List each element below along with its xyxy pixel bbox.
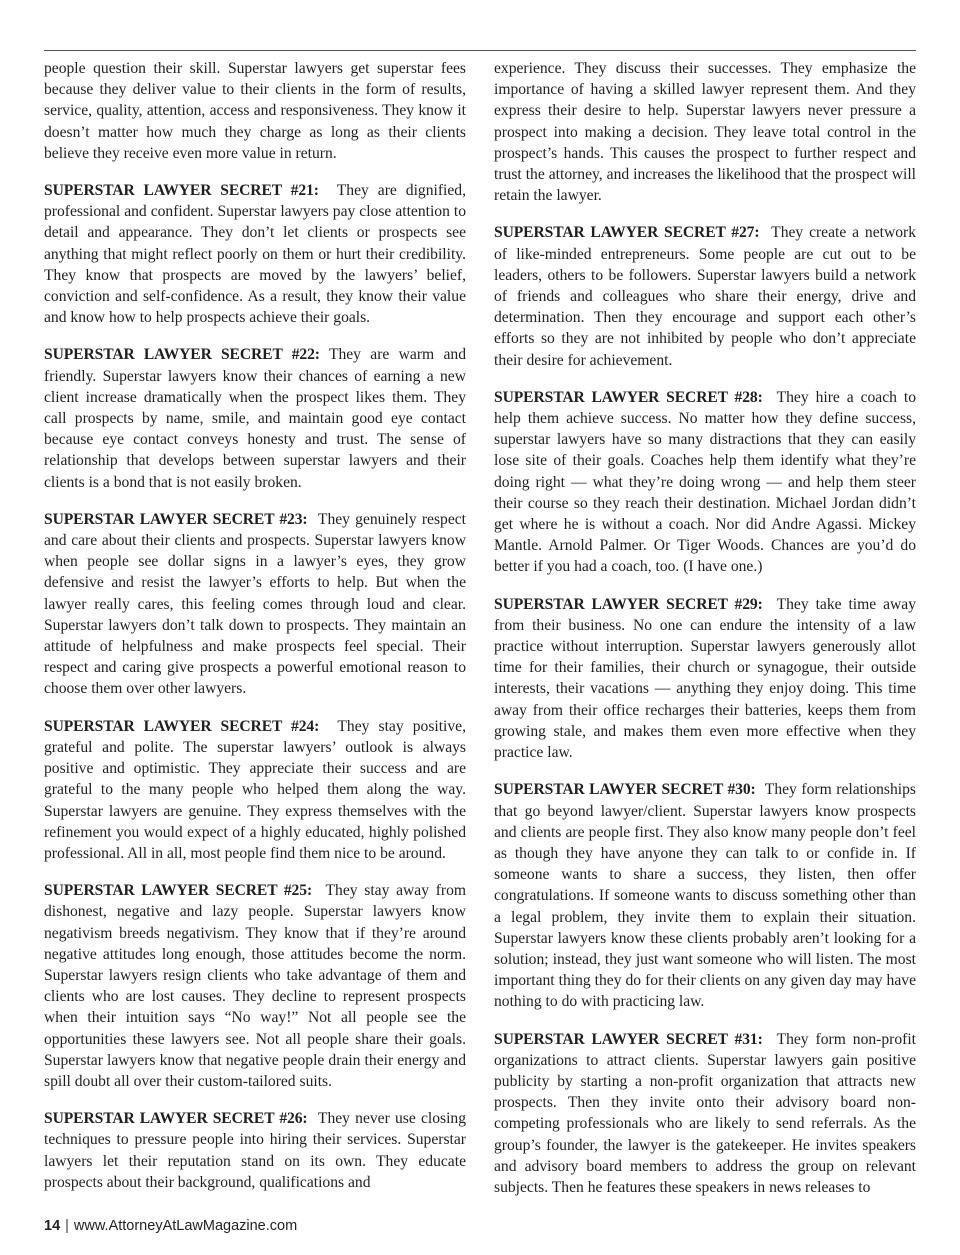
left-column [44, 58, 466, 1209]
secret-28-paragraph [494, 387, 916, 578]
secret-26-paragraph [44, 1108, 466, 1193]
secret-21-paragraph [44, 180, 466, 328]
secret-29-paragraph [494, 594, 916, 764]
secret-body: They are warm and friendly. Superstar lawyers know their chances of earning a new client increase dramatically when the prospect likes them. They call prospects by name, smile, and maintain good eye contact because eye contact conveys honesty and trust. The sense of relationship that develops between superstar lawyers and their clients is a bond that is not easily broken. [44, 346, 467, 491]
secret-30-paragraph [494, 779, 916, 1012]
secret-heading: SUPERSTAR LAWYER SECRET #23: [44, 510, 308, 528]
footer-separator: | [65, 1218, 69, 1234]
left-intro-paragraph: people question their skill. Superstar lawyers get superstar fees because they deliver value to their clients in the form of results, service, quality, attention, access and responsiveness. They know it doesn’t matter how much they charge as long as their clients believe they receive even more value in return. [44, 60, 466, 162]
secret-body: They genuinely respect and care about their clients and prospects. Superstar lawyers know when people see dollar signs in a lawyer’s eyes, they grow defensive and resist the lawyer’s efforts to help. But when the lawyer really cares, this feeling comes through loud and clear. Superstar lawyers don’t talk down to prospects. They maintain an attitude of helpfulness and make prospects feel special. Their respect and caring give prospects a powerful emotional reason to choose them over other lawyers. [44, 510, 467, 698]
secret-body: They stay away from dishonest, negative and lazy people. Superstar lawyers know negativism breeds negativism. They know that if they’re around negative attitudes long enough, those attitudes become the norm. Superstar lawyers resign clients who take advantage of them and clients who are lost causes. They decline to represent prospects when their intuition says “No way!” Not all people see the opportunities these lawyers see. Not all people share their goals. Superstar lawyers know that negative people drain their energy and spill doubt all over their custom-tailored suits. [44, 882, 467, 1090]
page-number: 14 [44, 1218, 61, 1234]
header-rule [44, 50, 916, 51]
secret-heading: SUPERSTAR LAWYER SECRET #26: [44, 1110, 308, 1128]
secret-27-paragraph [494, 222, 916, 370]
page-footer [44, 1218, 297, 1234]
secret-body: They hire a coach to help them achieve success. No matter how they define success, superstar lawyers have so many distractions that they can easily lose site of their goals. Coaches help them identify what they’re doing right — what they’re doing wrong — and help them steer their course so they reach their destination. Michael Jordan didn’t get where he is without a coach. Nor did Andre Agassi. Mickey Mantle. Arnold Palmer. Or Tiger Woods. Chances are you’d do better if you had a coach, too. (I have one.) [494, 388, 917, 576]
secret-heading: SUPERSTAR LAWYER SECRET #30: [494, 781, 756, 799]
secret-heading: SUPERSTAR LAWYER SECRET #28: [494, 388, 763, 406]
secret-body: They take time away from their business. No one can endure the intensity of a law practice without interruption. Superstar lawyers generously allot time for their families, their church or synagogue, their outside interests, their vacations — anything they enjoy doing. This time away from their office recharges their batteries, keeps them from growing stale, and makes them even more effective when they practice law. [494, 595, 917, 762]
secret-body: They form relationships that go beyond lawyer/client. Superstar lawyers know prospects and clients are people first. They also know many people don’t feel as though they have anyone they can talk to or confide in. If someone wants to share a success, they listen, then offer congratulations. If someone wants to discuss something other than a legal problem, they invite them to explain their situation. Superstar lawyers know these clients probably aren’t looking for a solution; instead, they just want someone who will listen. The most important thing they do for their clients on any given day may have nothing to do with practicing law. [494, 781, 916, 1011]
secret-heading: SUPERSTAR LAWYER SECRET #27: [494, 224, 760, 242]
secret-24-paragraph [44, 716, 466, 864]
secret-23-paragraph [44, 509, 466, 700]
secret-heading: SUPERSTAR LAWYER SECRET #25: [44, 882, 313, 900]
secret-heading: SUPERSTAR LAWYER SECRET #22: [44, 346, 320, 364]
secret-body: They never use closing techniques to pressure people into hiring their services. Superstar lawyers let their reputation stand on its own. They educate prospects about their background, qualifications and [44, 1110, 467, 1191]
secret-25-paragraph [44, 880, 466, 1092]
right-column [494, 58, 916, 1214]
secret-body: They are dignified, professional and confident. Superstar lawyers pay close attention to detail and appearance. They don’t let clients or prospects see anything that might reflect poorly on them or hurt their credibility. They know that prospects are moved by the lawyers’ belief, conviction and self-confidence. As a result, they know their value and know how to help prospects achieve their goals. [44, 182, 466, 327]
secret-body: They form non-profit organizations to attract clients. Superstar lawyers gain positive publicity by starting a non-profit organization that attracts new prospects. Then they invite onto their advisory board non-competing professionals who are likely to send referrals. As the group’s founder, the lawyer is the gatekeeper. He invites speakers and advisory board members to address the group on relevant subjects. Then he features these speakers in news releases to [494, 1030, 916, 1196]
right-continuation-paragraph: experience. They discuss their successes. They emphasize the importance of having a skilled lawyer represent them. And they express their desire to help. Superstar lawyers never pressure a prospect into making a decision. They leave total control in the prospect’s hands. This causes the prospect to further respect and trust the attorney, and increases the likelihood that the prospect will retain the lawyer. [494, 60, 916, 205]
secret-heading: SUPERSTAR LAWYER SECRET #21: [44, 182, 319, 200]
secret-heading: SUPERSTAR LAWYER SECRET #24: [44, 717, 320, 735]
secret-22-paragraph [44, 344, 466, 492]
secret-heading: SUPERSTAR LAWYER SECRET #29: [494, 595, 763, 613]
secret-31-paragraph [494, 1029, 916, 1199]
secret-body: They stay positive, grateful and polite. The superstar lawyers’ outlook is always positive and optimistic. They appreciate their success and are grateful to the many people who helped them along the way. Superstar lawyers are genuine. They express themselves with the refinement you would expect of a highly educated, highly polished professional. All in all, most people find them nice to be around. [44, 717, 466, 862]
secret-body: They create a network of like-minded entrepreneurs. Some people are cut out to be leaders, others to be followers. Superstar lawyers build a network of friends and colleagues who share their energy, drive and determination. Then they encourage and support each other’s efforts so they are not inhibited by people who don’t appreciate their desire for achievement. [494, 224, 916, 369]
website-url[interactable]: www.AttorneyAtLawMagazine.com [73, 1218, 298, 1234]
secret-heading: SUPERSTAR LAWYER SECRET #31: [494, 1030, 763, 1048]
